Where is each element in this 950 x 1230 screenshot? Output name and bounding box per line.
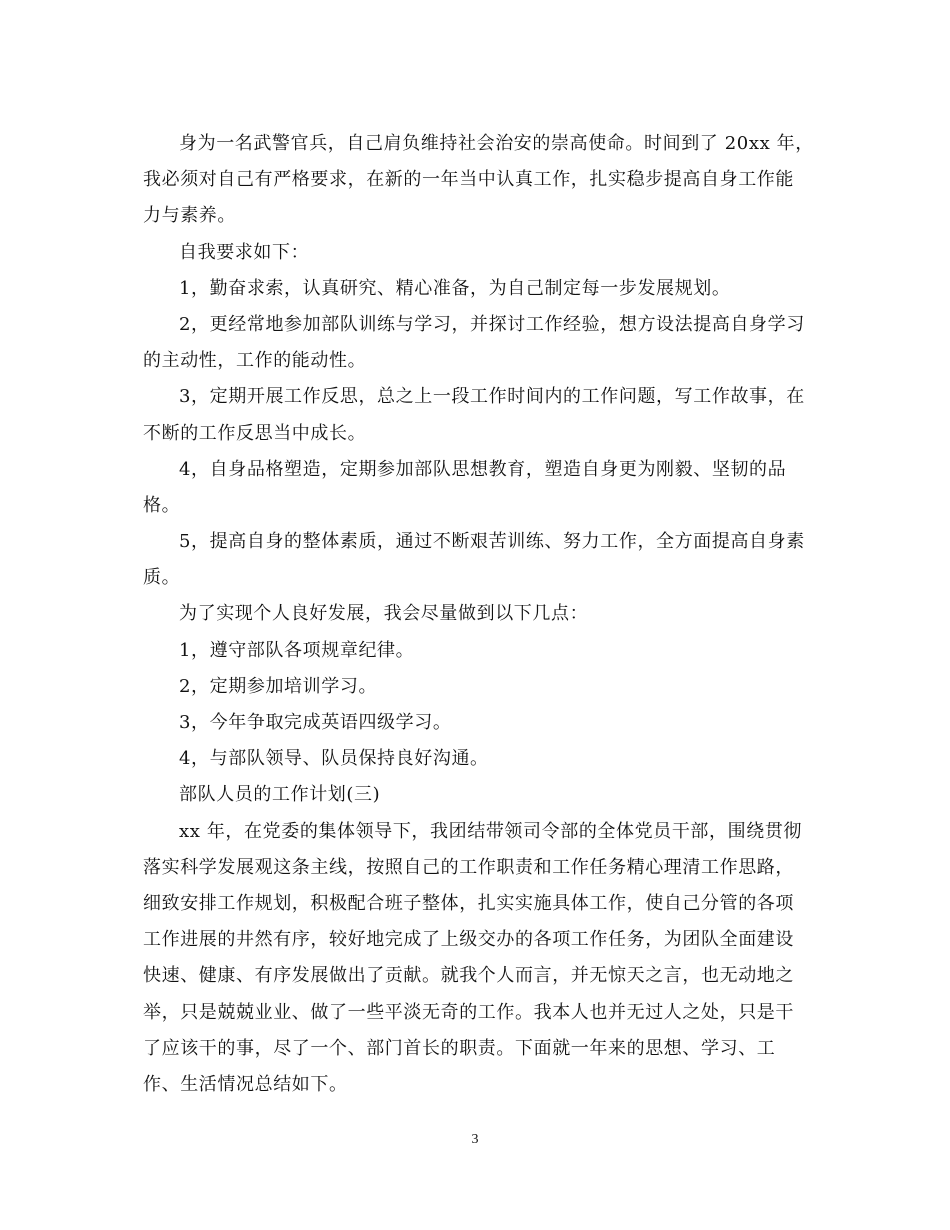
- document-body: [143, 126, 814, 1103]
- text-line: 自我要求如下：: [179, 241, 310, 263]
- text-line: 的主动性，工作的能动性。: [143, 350, 367, 372]
- list-item: 3，定期开展工作反思，总之上一段工作时间内的工作问题，写工作故事，在: [179, 386, 805, 408]
- list-item: 2，更经常地参加部队训练与学习，并探讨工作经验，想方设法提高自身学习: [179, 313, 805, 335]
- section-heading: 部队人员的工作计划(三): [179, 784, 381, 806]
- page-number: 3: [471, 1132, 479, 1147]
- text-line: 力与素养。: [143, 205, 236, 227]
- text-line: 格。: [143, 494, 181, 516]
- text-line: 了应该干的事，尽了一个、部门首长的职责。下面就一年来的思想、学习、工: [143, 1037, 776, 1059]
- text-line: 落实科学发展观这条主线，按照自己的工作职责和工作任务精心理清工作思路，: [143, 856, 794, 878]
- text-line: 身为一名武警官兵，自己肩负维持社会治安的崇高使命。时间到了 20xx 年，: [179, 133, 814, 154]
- text-line: 作、生活情况总结如下。: [143, 1073, 348, 1095]
- list-item: 4，与部队领导、队员保持良好沟通。: [179, 748, 489, 770]
- text-line: 质。: [143, 567, 181, 589]
- text-line: 为了实现个人良好发展，我会尽量做到以下几点：: [179, 603, 589, 625]
- list-item: 4，自身品格塑造，定期参加部队思想教育，塑造自身更为刚毅、坚韧的品: [179, 458, 787, 480]
- list-item: 5，提高自身的整体素质，通过不断艰苦训练、努力工作，全方面提高自身素: [179, 531, 805, 553]
- list-item: 1，遵守部队各项规章纪律。: [179, 639, 415, 661]
- list-item: 1，勤奋求索，认真研究、精心准备，为自己制定每一步发展规划。: [179, 277, 731, 299]
- text-line: 工作进展的井然有序，较好地完成了上级交办的各项工作任务，为团队全面建设: [143, 929, 794, 951]
- list-item: 3，今年争取完成英语四级学习。: [179, 712, 452, 733]
- text-line: 快速、健康、有序发展做出了贡献。就我个人而言，并无惊天之言，也无动地之: [143, 965, 794, 987]
- text-line: 不断的工作反思当中成长。: [143, 422, 367, 444]
- text-line: 我必须对自己有严格要求，在新的一年当中认真工作，扎实稳步提高自身工作能: [143, 169, 794, 191]
- list-item: 2，定期参加培训学习。: [179, 675, 378, 697]
- text-line: 举，只是兢兢业业、做了一些平淡无奇的工作。我本人也并无过人之处，只是干: [143, 1001, 794, 1023]
- text-line: 细致安排工作规划，积极配合班子整体，扎实实施具体工作，使自己分管的各项: [143, 892, 794, 914]
- text-line: xx 年，在党委的集体领导下，我团结带领司令部的全体党员干部，围绕贯彻: [179, 820, 803, 842]
